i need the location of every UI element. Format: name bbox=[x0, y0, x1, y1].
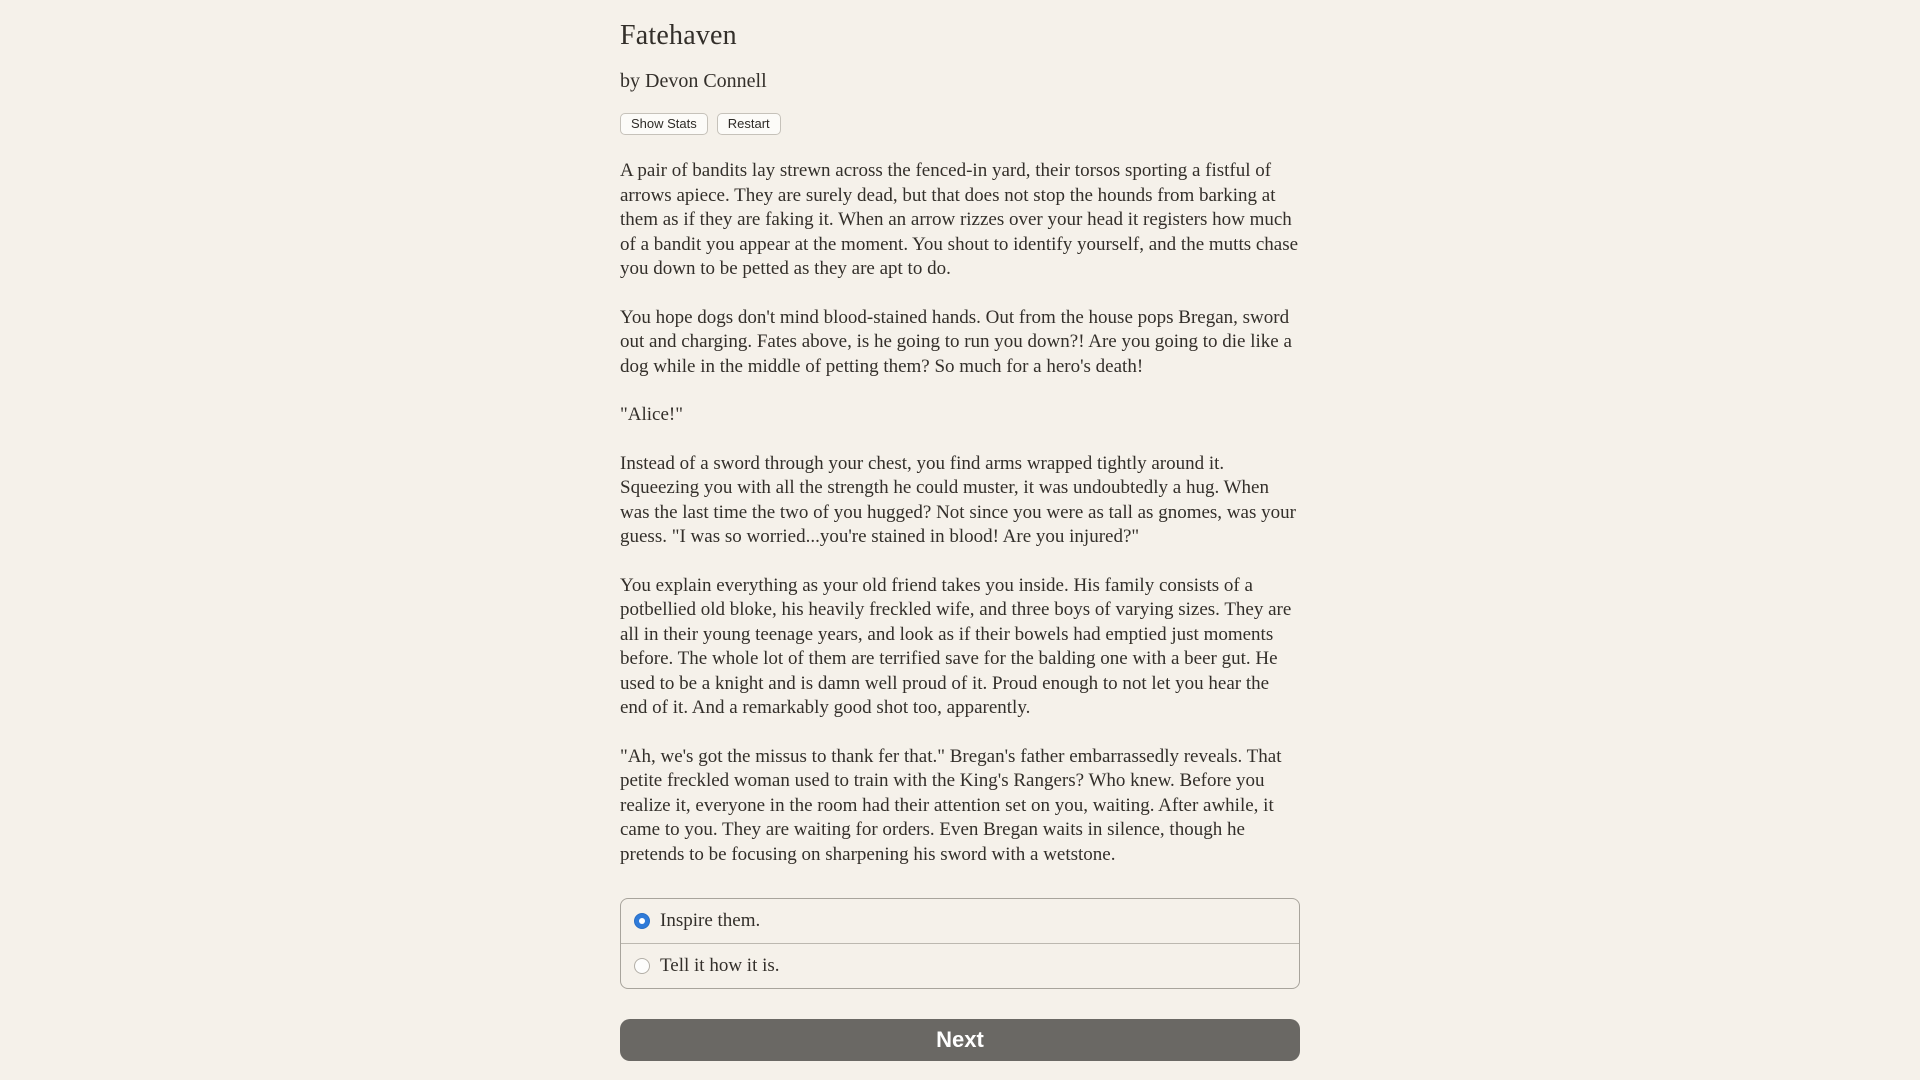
choice-option-tell-it-how-it-is[interactable] bbox=[621, 943, 1299, 988]
story-paragraph: A pair of bandits lay strewn across the fenced-in yard, their torsos sporting a fistful of arrows apiece. They are surely dead, but that does not stop the hounds from barking at them as if they are faking it. When an arrow rizzes over your head it registers how much of a bandit you appear at the moment. You shout to identify yourself, and the mutts chase you down to be petted as they are apt to do. bbox=[620, 160, 1299, 279]
game-byline: by Devon Connell bbox=[620, 70, 767, 92]
restart-button[interactable]: Restart bbox=[717, 113, 781, 135]
choice-option-inspire-them[interactable] bbox=[621, 899, 1299, 943]
story-text bbox=[620, 159, 1300, 867]
story-paragraph: You hope dogs don't mind blood-stained hands. Out from the house pops Bregan, sword out and charging. Fates above, is he going to run you down?! Are you going to die like a dog while in the middle of petting them? So much for a hero's death! bbox=[620, 306, 1292, 377]
next-button[interactable]: Next bbox=[620, 1019, 1300, 1061]
story-paragraph: You explain everything as your old friend takes you inside. His family consists of a potbellied old bloke, his heavily freckled wife, and three boys of varying sizes. They are all in their young teenage years, and look as if their bowels had emptied just moments before. The whole lot of them are terrified save for the balding one with a beer gut. He used to be a knight and is damn well proud of it. Proud enough to not let you hear the end of it. And a remarkably good shot too, apparently. bbox=[620, 574, 1292, 718]
story-paragraph: "Ah, we's got the missus to thank fer that." Bregan's father embarrassedly reveals. That petite freckled woman used to train with the King's Rangers? Who knew. Before you realize it, everyone in the room had their attention set on you, waiting. After awhile, it came to you. They are waiting for orders. Even Bregan waits in silence, though he pretends to be focusing on sharpening his sword with a wetstone. bbox=[620, 745, 1282, 865]
choice-group bbox=[620, 898, 1300, 989]
toolbar bbox=[620, 113, 1300, 135]
choice-option-label: Inspire them. bbox=[660, 910, 761, 931]
radio-button-icon[interactable] bbox=[634, 913, 650, 929]
story-paragraph: "Alice!" bbox=[620, 404, 683, 425]
story-paragraph: Instead of a sword through your chest, you find arms wrapped tightly around it. Squeezing you with all the strength he could muster, it was undoubtedly a hug. When was the last time the two of you hugged? Not since you were as tall as gnomes, was your guess. "I was so worried...you're stained in blood! Are you injured?" bbox=[620, 452, 1296, 547]
game-title: Fatehaven bbox=[620, 20, 737, 51]
choice-option-label: Tell it how it is. bbox=[660, 955, 780, 976]
radio-button-icon[interactable] bbox=[634, 958, 650, 974]
story-column bbox=[620, 0, 1300, 1061]
show-stats-button[interactable]: Show Stats bbox=[620, 113, 708, 135]
